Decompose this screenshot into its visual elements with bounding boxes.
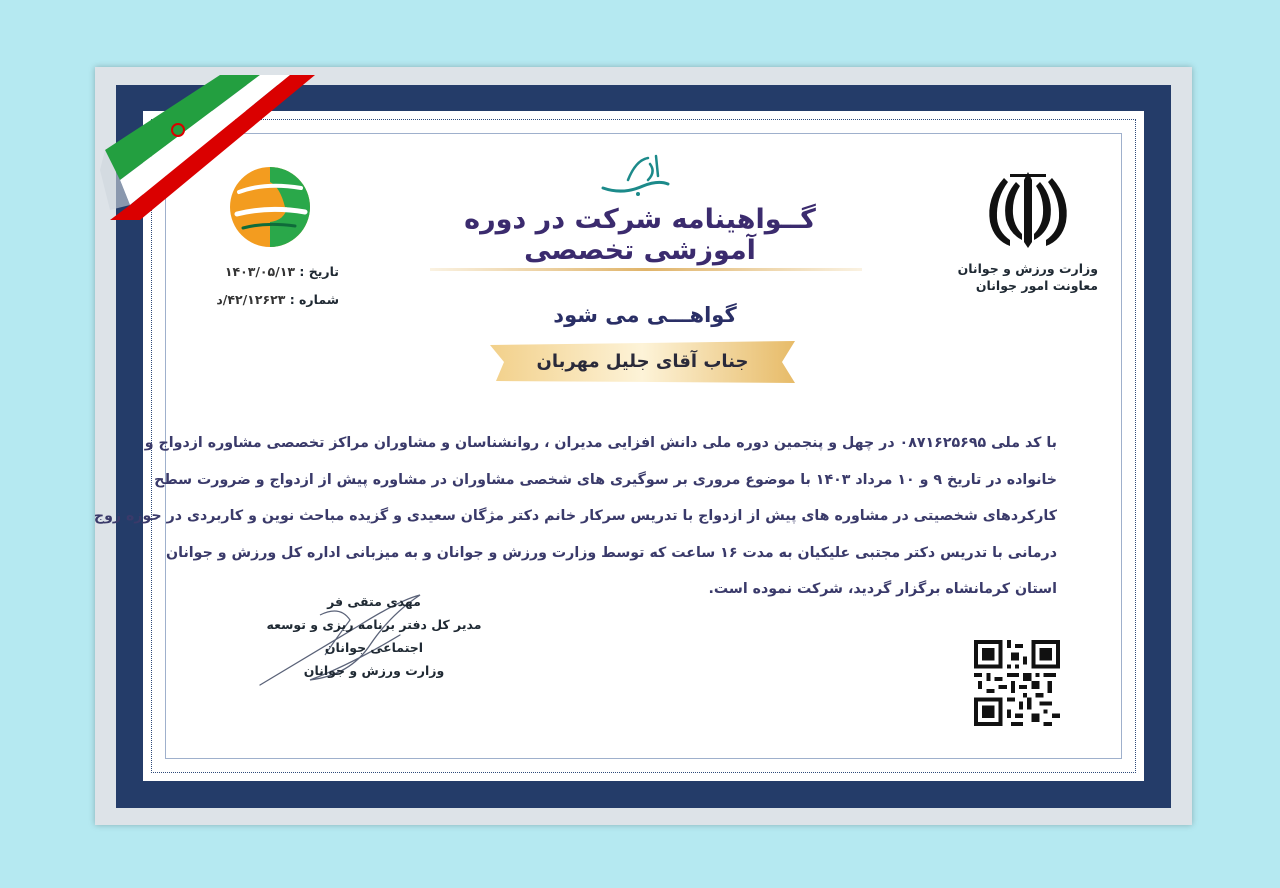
body-line: درمانی با تدریس دکتر مجتبی علیکیان به مدت ۱۶ ساعت که توسط وزارت ورزش و جوانان و به میزبانی اداره کل ورزش و جوانان (166, 544, 1057, 561)
calligraphy-mark (598, 150, 678, 200)
gold-divider (430, 268, 862, 271)
number-row (204, 286, 339, 314)
certificate-title: گــواهینامه شرکت در دوره آموزشی تخصصی (464, 204, 816, 266)
body-line: کارکردهای شخصیتی در مشاوره های پیش از ازدواج با تدریس سرکار خانم دکتر مژگان سعیدی و گزیده مباحث نوین و کاربردی در حوزه زوج (93, 508, 1057, 524)
qr-code-icon (974, 640, 1060, 726)
number-value: ۴۲/۱۲۶۲۳/د (216, 292, 286, 307)
signatory-name: مهدی متقی فر (327, 594, 421, 609)
number-label: شماره : (289, 292, 339, 307)
deputy-name: معاونت امور جوانان (975, 278, 1098, 293)
signatory-org: وزارت ورزش و جوانان (303, 663, 445, 678)
certificate-body (93, 425, 1057, 608)
issuer-block (948, 260, 1098, 294)
signatory-position: مدیر کل دفتر برنامه ریزی و توسعه اجتماعی جوانان (266, 617, 482, 655)
recipient-ribbon (490, 341, 795, 383)
recipient-name: جناب آقای جلیل مهربان (536, 351, 749, 372)
date-value: ۱۴۰۳/۰۵/۱۳ (224, 264, 295, 279)
ministry-name: وزارت ورزش و جوانان (957, 261, 1098, 276)
reference-meta (204, 258, 339, 314)
body-line: خانواده در تاریخ ۹ و ۱۰ مرداد ۱۴۰۳ با موضوع مروری بر سوگیری های شخصی مشاوران در مشاوره پیش از ازدواج و ضرورت سطح (154, 471, 1057, 488)
body-line: استان کرمانشاه برگزار گردید، شرکت نموده است. (708, 581, 1057, 597)
youth-development-logo (225, 162, 315, 252)
signatory-block (244, 590, 504, 682)
date-row (204, 258, 339, 286)
date-label: تاریخ : (299, 264, 339, 279)
iran-emblem-icon (958, 168, 1098, 256)
body-line: با کد ملی ۰۸۷۱۶۲۵۶۹۵ در چهل و پنجمین دوره ملی دانش افزایی مدیران ، روانشناسان و مشاوران مراکز تخصصی مشاوره ازدواج و (144, 435, 1057, 451)
certify-heading: گواهـــی می شود (553, 303, 737, 327)
